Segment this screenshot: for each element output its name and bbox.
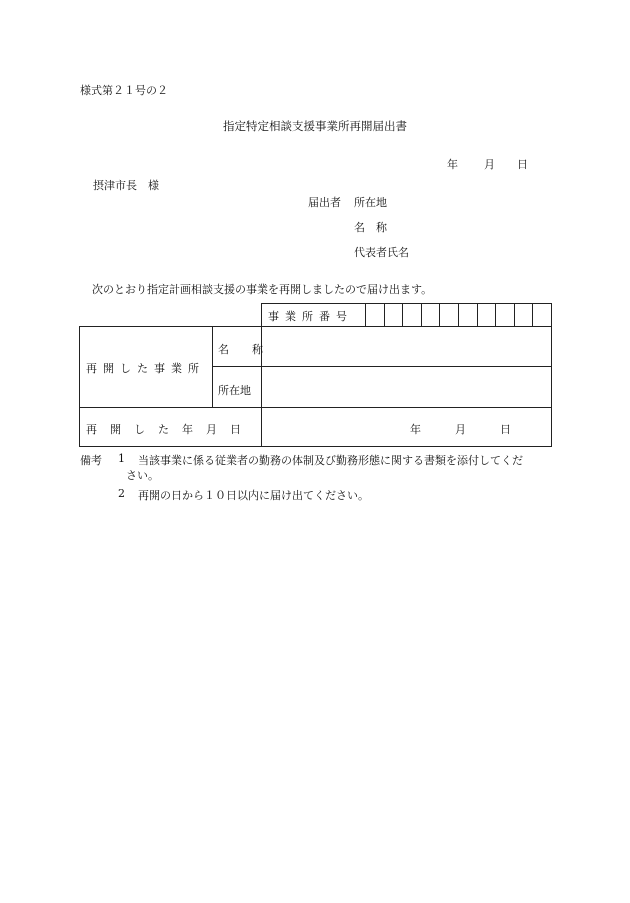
note-1-number: 1	[118, 452, 125, 465]
office-number-digit-box[interactable]	[385, 304, 402, 325]
office-name-field[interactable]	[261, 333, 551, 366]
office-number-digit-box[interactable]	[403, 304, 420, 325]
applicant-name-label: 名 称	[354, 221, 387, 234]
date-year-label: 年	[447, 158, 458, 171]
reopened-office-label: 再開した事業所	[86, 362, 205, 375]
notes-label: 備考	[80, 454, 102, 467]
note-2-text: 再開の日から１０日以内に届け出てください。	[138, 489, 369, 502]
office-number-digit-box[interactable]	[496, 304, 513, 325]
table-line	[551, 303, 552, 447]
table-line	[79, 446, 552, 447]
office-name-label: 名 称	[218, 343, 269, 356]
office-address-field[interactable]	[261, 367, 551, 406]
office-number-digit-box[interactable]	[533, 304, 550, 325]
note-1-text-continued: さい。	[126, 469, 159, 482]
note-1-text: 当該事業に係る従業者の勤務の体制及び勤務形態に関する書類を添付してくだ	[138, 454, 523, 467]
addressee: 摂津市長 様	[93, 179, 159, 192]
office-number-digit-box[interactable]	[515, 304, 532, 325]
reopen-date-label: 再開した年月日	[86, 423, 254, 436]
reopen-date-year: 年	[410, 423, 421, 436]
office-number-digit-box[interactable]	[366, 304, 383, 325]
table-line	[79, 326, 80, 447]
date-day-label: 日	[517, 158, 528, 171]
applicant-address-label: 所在地	[354, 196, 387, 209]
note-2-number: 2	[118, 487, 125, 500]
date-month-label: 月	[484, 158, 495, 171]
reopen-date-field[interactable]	[262, 408, 551, 446]
reopen-date-day: 日	[500, 423, 511, 436]
reopen-date-month: 月	[455, 423, 466, 436]
document-title: 指定特定相談支援事業所再開届出書	[223, 119, 407, 133]
intro-statement: 次のとおり指定計画相談支援の事業を再開しましたので届け出ます。	[92, 283, 433, 296]
office-number-label: 事業所番号	[268, 310, 353, 323]
table-line	[79, 326, 552, 327]
applicant-label: 届出者	[308, 196, 341, 209]
office-number-digit-box[interactable]	[422, 304, 439, 325]
form-number: 様式第２１号の２	[80, 84, 168, 97]
office-number-digit-box[interactable]	[440, 304, 457, 325]
office-number-digit-box[interactable]	[459, 304, 476, 325]
office-address-label: 所在地	[218, 384, 251, 397]
office-number-digit-box[interactable]	[478, 304, 495, 325]
applicant-representative-label: 代表者氏名	[354, 246, 409, 259]
